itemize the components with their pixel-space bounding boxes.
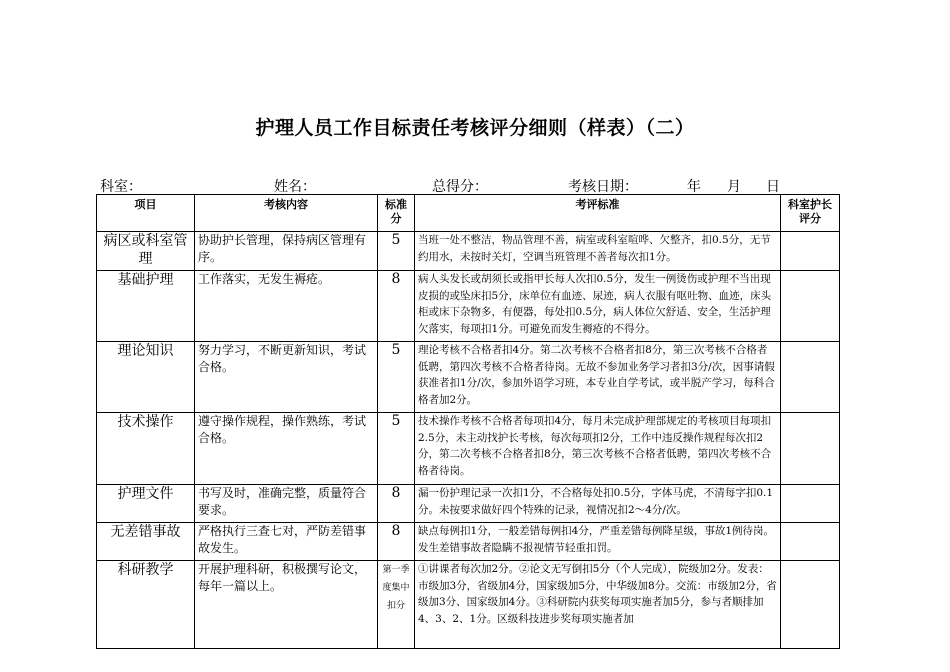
row-score: 5 <box>378 342 415 413</box>
header-content: 考核内容 <box>195 195 378 232</box>
row-eval-cell[interactable] <box>781 523 840 561</box>
table-row <box>97 342 840 413</box>
row-standard: ①讲课者每次加2分。②论文无写倒扣5分（个人完成），院级加2分。发表：市级加3分，省级加4分，国家级加5分，中华级加8分。交流：市级加2分，省级加3分、国家级加4分。③科研院内获奖每项实施者加5分，参与者顺排加4、3、2、1分。区级科技进步奖每项实施者加 <box>415 561 781 649</box>
row-score: 5 <box>378 232 415 271</box>
row-item: 无差错事故 <box>97 523 195 561</box>
row-standard: 技术操作考核不合格者每项扣4分，每月未完成护理部规定的考核项目每项扣2.5分，未主动找护长考核，每次每项扣2分，工作中违反操作规程每次扣2分，第二次考核不合格者扣8分，第三次考核不合格者低聘，第四次考核不合格者待岗。 <box>415 413 781 485</box>
table-row <box>97 232 840 271</box>
total-score-label: 总得分： <box>432 179 488 195</box>
header-score: 标准分 <box>378 195 415 232</box>
row-eval-cell[interactable] <box>781 413 840 485</box>
page-title: 护理人员工作目标责任考核评分细则（样表）（二） <box>255 117 695 139</box>
row-eval-cell[interactable] <box>781 561 840 649</box>
score-table <box>96 194 840 649</box>
header-item: 项目 <box>97 195 195 232</box>
row-content: 书写及时，准确完整，质量符合要求。 <box>195 485 378 523</box>
row-item: 技术操作 <box>97 413 195 485</box>
table-row <box>97 413 840 485</box>
row-standard: 缺点每例扣1分，一般差错每例扣4分，严重差错每例降星级，事故1例待岗。发生差错事故者隐瞒不报视情节轻重扣罚。 <box>415 523 781 561</box>
row-standard: 病人头发长或胡须长或指甲长每人次扣0.5分，发生一例烫伤或护理不当出现皮损的或坠床扣5分，床单位有血迹、尿迹，病人衣服有呕吐物、血迹，床头柜或床下杂物多，有便器，每处扣0.5分，病人体位欠舒适、安全，生活护理欠落实，每项扣1分。可避免而发生褥疮的不得分。 <box>415 271 781 342</box>
header-info-line <box>100 176 800 196</box>
row-score: 5 <box>378 413 415 485</box>
row-score: 8 <box>378 485 415 523</box>
day-label: 日 <box>766 179 780 195</box>
header-row <box>97 195 840 232</box>
date-label: 考核日期： <box>568 179 638 195</box>
row-item: 理论知识 <box>97 342 195 413</box>
row-standard: 理论考核不合格者扣4分。第二次考核不合格者扣8分，第三次考核不合格者低聘，第四次考核不合格者待岗。无故不参加业务学习者扣3分/次，因事请假获准者扣1分/次，参加外语学习班，本专业自学考试，或半脱产学习，每科合格者加2分。 <box>415 342 781 413</box>
row-content: 开展护理科研，积极撰写论文，每年一篇以上。 <box>195 561 378 649</box>
row-item: 病区或科室管理 <box>97 232 195 271</box>
table-row <box>97 485 840 523</box>
row-eval-cell[interactable] <box>781 485 840 523</box>
month-label: 月 <box>727 179 741 195</box>
row-item: 基础护理 <box>97 271 195 342</box>
row-score: 8 <box>378 523 415 561</box>
row-score: 第一季度集中扣分 <box>378 561 415 649</box>
row-content: 工作落实，无发生褥疮。 <box>195 271 378 342</box>
row-content: 努力学习，不断更新知识，考试合格。 <box>195 342 378 413</box>
row-content: 严格执行三查七对，严防差错事故发生。 <box>195 523 378 561</box>
row-content: 遵守操作规程，操作熟练，考试合格。 <box>195 413 378 485</box>
row-standard: 当班一处不整洁，物品管理不善，病室或科室喧哗、欠整齐，扣0.5分，无节约用水，未按时关灯，空调当班管理不善者每次扣1分。 <box>415 232 781 271</box>
row-content: 协助护长管理，保持病区管理有序。 <box>195 232 378 271</box>
row-item: 科研教学 <box>97 561 195 649</box>
row-eval-cell[interactable] <box>781 232 840 271</box>
header-standard: 考评标准 <box>415 195 781 232</box>
row-eval-cell[interactable] <box>781 342 840 413</box>
dept-label: 科室： <box>100 179 142 195</box>
table-row <box>97 271 840 342</box>
name-label: 姓名： <box>274 179 316 195</box>
header-eval: 科室护长评分 <box>781 195 840 232</box>
year-label: 年 <box>687 179 701 195</box>
row-standard: 漏一份护理记录一次扣1分，不合格每处扣0.5分，字体马虎，不清每字扣0.1分。未按要求做好四个特殊的记录，视情况扣2～4分/次。 <box>415 485 781 523</box>
table-row <box>97 561 840 649</box>
row-score: 8 <box>378 271 415 342</box>
row-item: 护理文件 <box>97 485 195 523</box>
row-eval-cell[interactable] <box>781 271 840 342</box>
table-row <box>97 523 840 561</box>
